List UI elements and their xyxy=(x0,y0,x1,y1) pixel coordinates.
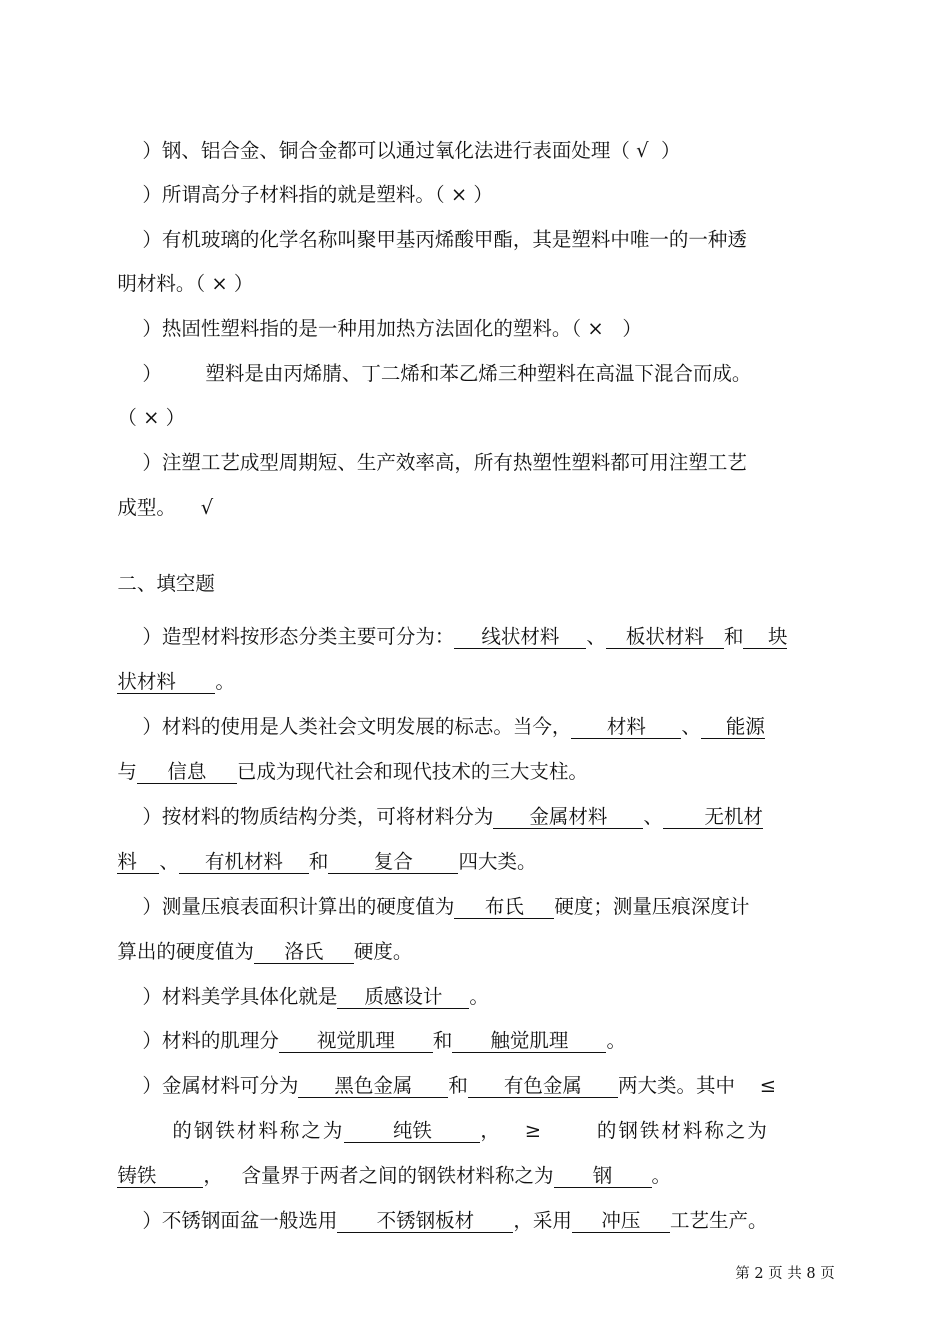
judge-q2-answer: × xyxy=(450,183,468,206)
fill-f5-text: ）材料美学具体化就是 xyxy=(142,985,338,1008)
fill-f5-end: 。 xyxy=(469,985,489,1008)
answer-blank: 线状材料 xyxy=(454,626,586,649)
page-footer xyxy=(726,1246,835,1283)
fill-f7-text5: 含量界于两者之间的钢铁材料称之为 xyxy=(241,1164,554,1187)
fill-f2-text2: 与 xyxy=(117,760,137,783)
answer-blank: 复合 xyxy=(328,851,458,874)
answer-blank: 洛氏 xyxy=(254,941,354,964)
judge-q6-line1 xyxy=(130,424,747,476)
judge-q3-line1-text: ）有机玻璃的化学名称叫聚甲基丙烯酸甲酯，其是塑料中唯一的一种透 xyxy=(142,228,747,251)
fill-f4-text: ）测量压痕表面积计算出的硬度值为 xyxy=(142,895,455,918)
answer-blank: 视觉肌理 xyxy=(279,1030,433,1053)
judge-q1-close: ） xyxy=(660,139,681,162)
answer-blank: 板状材料 xyxy=(606,626,724,649)
judge-q2-close: ） xyxy=(473,183,493,206)
fill-f3-sep3: 和 xyxy=(308,850,329,873)
section-title-text: 二、填空题 xyxy=(117,572,215,595)
fill-f6-sep1: 和 xyxy=(432,1029,453,1052)
answer-blank: 黑色金属 xyxy=(298,1075,448,1098)
judge-q4-text: ）热固性塑料指的是一种用加热方法固化的塑料。（ xyxy=(142,317,582,340)
fill-f1-text: ）造型材料按形态分类主要可分为： xyxy=(142,625,455,648)
fill-f2-sep1: 、 xyxy=(681,715,701,738)
answer-blank: 布氏 xyxy=(454,896,554,919)
fill-f3-sep2: 、 xyxy=(159,850,179,873)
fill-f7-le: ≤ xyxy=(759,1074,777,1097)
fill-f8-sep1: ，采用 xyxy=(513,1209,572,1232)
fill-f7-text3: 的钢铁材料称之为 xyxy=(172,1119,345,1142)
judge-q6-line1-text: ）注塑工艺成型周期短、生产效率高，所有热塑性塑料都可用注塑工艺 xyxy=(142,451,747,474)
judge-q5-open: （ xyxy=(117,406,137,429)
fill-f1-sep2: 和 xyxy=(723,625,744,648)
fill-f4-text3: 算出的硬度值为 xyxy=(117,940,254,963)
fill-f3-text2: 四大类。 xyxy=(458,850,537,873)
answer-blank: 金属材料 xyxy=(493,806,643,829)
judge-q5-close: ） xyxy=(165,406,186,429)
fill-f6-end: 。 xyxy=(606,1029,626,1052)
answer-blank: 状材料 xyxy=(117,671,215,694)
answer-blank: 材料 xyxy=(571,716,681,739)
answer-blank: 块 xyxy=(743,626,787,649)
answer-blank: 冲压 xyxy=(572,1210,670,1233)
fill-f7-end: 。 xyxy=(651,1164,672,1187)
answer-blank: 能源 xyxy=(701,716,765,739)
judge-q2-text: ）所谓高分子材料指的就是塑料。（ xyxy=(142,183,445,206)
fill-f7-sep1: 和 xyxy=(448,1074,468,1097)
fill-f3-text: ）按材料的物质结构分类，可将材料分为 xyxy=(142,805,494,828)
judge-q5-answer: × xyxy=(143,406,160,429)
answer-blank: 无机材 xyxy=(663,806,763,829)
judge-q5-paren: ） xyxy=(142,362,162,385)
judge-q6-line2-text: 成型。 xyxy=(117,496,176,519)
judge-q6-answer: √ xyxy=(200,496,214,519)
fill-f4-text2: 硬度；测量压痕深度计 xyxy=(554,895,750,918)
judge-q5-text: 塑料是由丙烯腈、丁二烯和苯乙烯三种塑料在高温下混合而成。 xyxy=(205,362,752,385)
answer-blank: 料 xyxy=(117,851,159,874)
judge-q3-line2-text: 明材料。（ xyxy=(117,272,206,295)
judge-q3-close: ） xyxy=(233,272,254,295)
judge-q4-close: ） xyxy=(622,317,642,340)
fill-f7-ge: ≥ xyxy=(524,1119,542,1142)
fill-f7-text4: 的钢铁材料称之为 xyxy=(596,1119,769,1142)
fill-f8-text: ）不锈钢面盆一般选用 xyxy=(142,1209,338,1232)
judge-q6-line2 xyxy=(105,469,213,521)
page-number: 第 2 页 共 8 页 xyxy=(735,1266,835,1282)
fill-f2-text: ）材料的使用是人类社会文明发展的标志。当今， xyxy=(142,715,572,738)
judge-q1-text: ）钢、铝合金、铜合金都可以通过氧化法进行表面处理（ xyxy=(142,139,630,162)
answer-blank: 铸铁 xyxy=(117,1165,203,1188)
fill-f2-text3: 已成为现代社会和现代技术的三大支柱。 xyxy=(236,760,588,783)
fill-f7-comma2: ， xyxy=(203,1164,223,1187)
fill-f1-end: 。 xyxy=(215,670,235,693)
fill-f4-text4: 硬度。 xyxy=(353,940,413,963)
answer-blank: 纯铁 xyxy=(344,1120,480,1143)
fill-f7-text2: 两大类。其中 xyxy=(617,1074,735,1097)
fill-f7-text: ）金属材料可分为 xyxy=(142,1074,299,1097)
answer-blank: 信息 xyxy=(137,761,237,784)
answer-blank: 质感设计 xyxy=(337,986,469,1009)
section-title xyxy=(105,545,215,597)
fill-f8-text2: 工艺生产。 xyxy=(669,1209,768,1232)
fill-f7-comma1: ， xyxy=(480,1119,500,1142)
answer-blank: 有色金属 xyxy=(468,1075,618,1098)
fill-f1-sep1: 、 xyxy=(586,625,606,648)
judge-q4-answer: × xyxy=(587,317,604,340)
fill-f6-text: ）材料的肌理分 xyxy=(142,1029,279,1052)
answer-blank: 有机材料 xyxy=(179,851,309,874)
answer-blank: 触觉肌理 xyxy=(452,1030,606,1053)
fill-f3-sep1: 、 xyxy=(643,805,663,828)
judge-q3-answer: × xyxy=(211,272,228,295)
fill-f8 xyxy=(130,1182,767,1234)
judge-q5-line1 xyxy=(130,335,751,387)
answer-blank: 钢 xyxy=(554,1165,652,1188)
answer-blank: 不锈钢板材 xyxy=(337,1210,513,1233)
judge-q1-answer: √ xyxy=(636,139,649,162)
